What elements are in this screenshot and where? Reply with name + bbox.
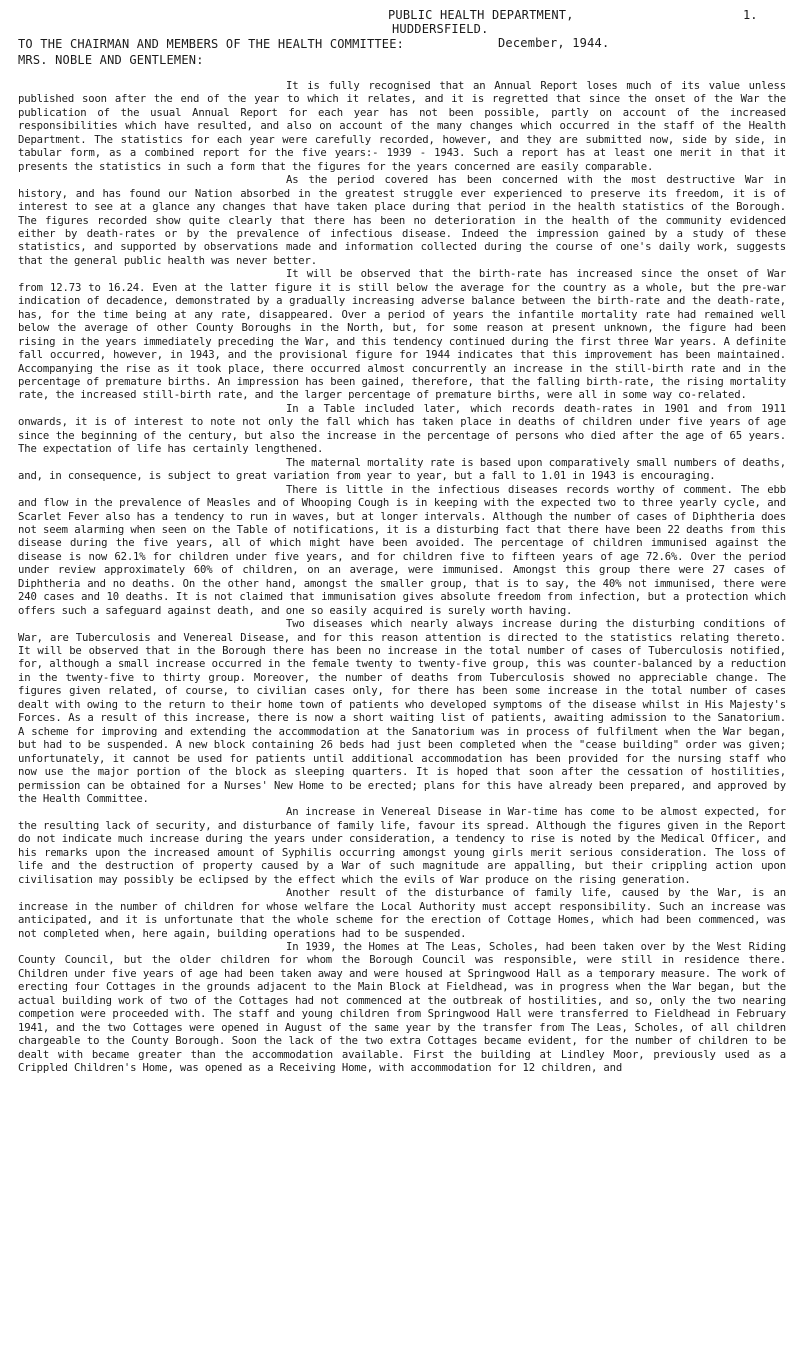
paragraph: Another result of the disturbance of family life, caused by the War, is an increase in the number of children for whose welfare the Local Authority must accept responsibility. Such an increase was anticipated, and it is unfortunate that the whole scheme for the erection of Cottage Homes, which had been commenced, was not completed when, here again, building operations had to be suspended. xyxy=(18,887,786,940)
page-number: 1. xyxy=(743,8,758,22)
date-line: December, 1944. xyxy=(498,36,610,50)
paragraph: There is little in the infectious diseases records worthy of comment. The ebb and flow in the prevalence of Measles and of Whooping Cough is in keeping with the expected two to three yearly cycle, and Scarlet Fever also has a tendency to run in waves, but at longer intervals. Although the number of cases of Diphtheria does not seem alarming when seen on the Table of notifications, it is a disturbing fact that there have been 22 deaths from this disease during the five years, all of which might have been avoided. The percentage of children immunised against the disease is now 62.1% for children under five years, and for children five to fifteen years of age 72.6%. Over the period under review approximately 60% of children, on an average, were immunised. Amongst this group there were 27 cases of Diphtheria and no deaths. On the other hand, amongst the smaller group, that is to say, the 40% not immunised, there were 240 cases and 10 deaths. It is not claimed that immunisation gives absolute freedom from infection, but a protection which offers such a safeguard against death, and one so easily acquired is surely worth having. xyxy=(18,483,786,617)
address-block xyxy=(18,36,404,68)
paragraph: Two diseases which nearly always increase during the disturbing conditions of War, are Tuberculosis and Venereal Disease, and for this reason attention is directed to the statistics relating thereto. It will be observed that in the Borough there has been no increase in the total number of cases of Tuberculosis notified, for, although a small increase occurred in the female twenty to twenty-five group, this was counter-balanced by a reduction in the twenty-five to thirty group. Moreover, the number of deaths from Tuberculosis showed no appreciable change. The figures given related, of course, to civilian cases only, for there has been some increase in the total number of cases dealt with owing to the return to their home town of patients who developed symptoms of the disease whilst in His Majesty's Forces. As a result of this increase, there is now a short waiting list of patients, awaiting admission to the Sanatorium. A scheme for improving and extending the accommodation at the Sanatorium was in process of fulfilment when the War began, but had to be suspended. A new block containing 26 beds had just been completed when the "cease building" order was given; unfortunately, it cannot be used for patients until additional accommodation has been provided for the nursing staff who now use the major portion of the block as sleeping quarters. It is hoped that soon after the cessation of hostilities, permission can be obtained for a Nurses' New Home to be erected; plans for this have already been prepared, and approved by the Health Committee. xyxy=(18,618,786,806)
paragraph: It is fully recognised that an Annual Report loses much of its value unless published soon after the end of the year to which it relates, and it is regretted that since the onset of the War the publication of the usual Annual Report for each year has not been possible, partly on account of the increased responsibilities which have resulted, and also on account of the many changes which occurred in the staff of the Health Department. The statistics for each year were carefully recorded, however, and they are submitted now, side by side, in tabular form, as a combined report for the five years:- 1939 - 1943. Such a report has at least one merit in that it presents the statistics in such a form that the figures for the years concerned are easily comparable. xyxy=(18,80,786,173)
paragraph: An increase in Venereal Disease in War-time has come to be almost expected, for the resulting lack of security, and disturbance of family life, favour its spread. Although the figures given in the Report do not indicate much increase during the years under consideration, a tendency to rise is noted by the Medical Officer, and his remarks upon the increased amount of Syphilis occurring amongst young girls merit serious consideration. The loss of life and the destruction of property caused by a War of such magnitude are appalling, but their crippling action upon civilisation may possibly be eclipsed by the effect which the evils of War produce on the rising generation. xyxy=(18,806,786,886)
paragraph: In a Table included later, which records death-rates in 1901 and from 1911 onwards, it is of interest to note not only the fall which has taken place in deaths of children under five years of age since the beginning of the century, but also the increase in the percentage of persons who died after the age of 65 years. The expectation of life has certainly lengthened. xyxy=(18,402,786,456)
paragraph: It will be observed that the birth-rate has increased since the onset of War from 12.73 to 16.24. Even at the latter figure it is still below the average for the country as a whole, but the pre-war indication of decadence, demonstrated by a gradually increasing adverse balance between the birth-rate and the death-rate, has, for the time being at any rate, disappeared. Over a period of years the infantile mortality rate had remained well below the average of other County Boroughs in the North, but, for some reason at present unknown, the figure had been rising in the years immediately preceding the War, and this tendency continued during the first three War years. A definite fall occurred, however, in 1943, and the provisional figure for 1944 indicates that this improvement has been maintained. Accompanying the rise as it took place, there occurred almost concurrently an increase in the still-birth rate and in the percentage of premature births. An impression has been gained, therefore, that the falling birth-rate, the rising mortality rate, the increased still-birth rate, and the larger percentage of premature births, were all in some way co-related. xyxy=(18,268,786,402)
paragraph: As the period covered has been concerned with the most destructive War in history, and has found our Nation absorbed in the greatest struggle ever experienced to preserve its freedom, it is of interest to see at a glance any changes that have taken place during that period in the health statistics of the Borough. The figures recorded show quite clearly that there has been no deterioration in the health of the community evidenced either by death-rates or by the prevalence of infectious disease. Indeed the impression gained by a study of these statistics, and supported by observations made and information collected during the course of one's daily work, suggests that the general public health was never better. xyxy=(18,174,786,267)
letterhead xyxy=(388,8,609,50)
salutation-line: MRS. NOBLE AND GENTLEMEN: xyxy=(18,53,204,67)
paragraph: In 1939, the Homes at The Leas, Scholes, had been taken over by the West Riding County Council, but the older children for whom the Borough Council was responsible, were still in residence there. Children under five years of age had been taken away and were housed at Springwood Hall as a temporary measure. The work of erecting four Cottages in the grounds adjacent to the Main Block at Fieldhead, was in progress when the War began, but the actual building work of two of the Cottages had not commenced at the outbreak of hostilities, and so, only the two nearing competion were proceeded with. The staff and young children from Springwood Hall were transferred to Fieldhead in February 1941, and the two Cottages were opened in August of the same year by the transfer from The Leas, Scholes, of all children chargeable to the County Borough. Soon the lack of the two extra Cottages became evident, for the number of children to be dealt with became greater than the accommodation available. First the building at Lindley Moor, previously used as a Crippled Children's Home, was opened as a Receiving Home, with accommodation for 12 children, and xyxy=(18,941,786,1075)
town-line: HUDDERSFIELD. xyxy=(392,22,489,36)
paragraph: The maternal mortality rate is based upon comparatively small numbers of deaths, and, in consequence, is subject to great variation from year to year, but a fall to 1.01 in 1943 is encouraging. xyxy=(18,456,786,483)
report-body xyxy=(18,80,786,1076)
addressee-line: TO THE CHAIRMAN AND MEMBERS OF THE HEALTH COMMITTEE: xyxy=(18,37,405,51)
department-line: PUBLIC HEALTH DEPARTMENT, xyxy=(388,8,574,22)
